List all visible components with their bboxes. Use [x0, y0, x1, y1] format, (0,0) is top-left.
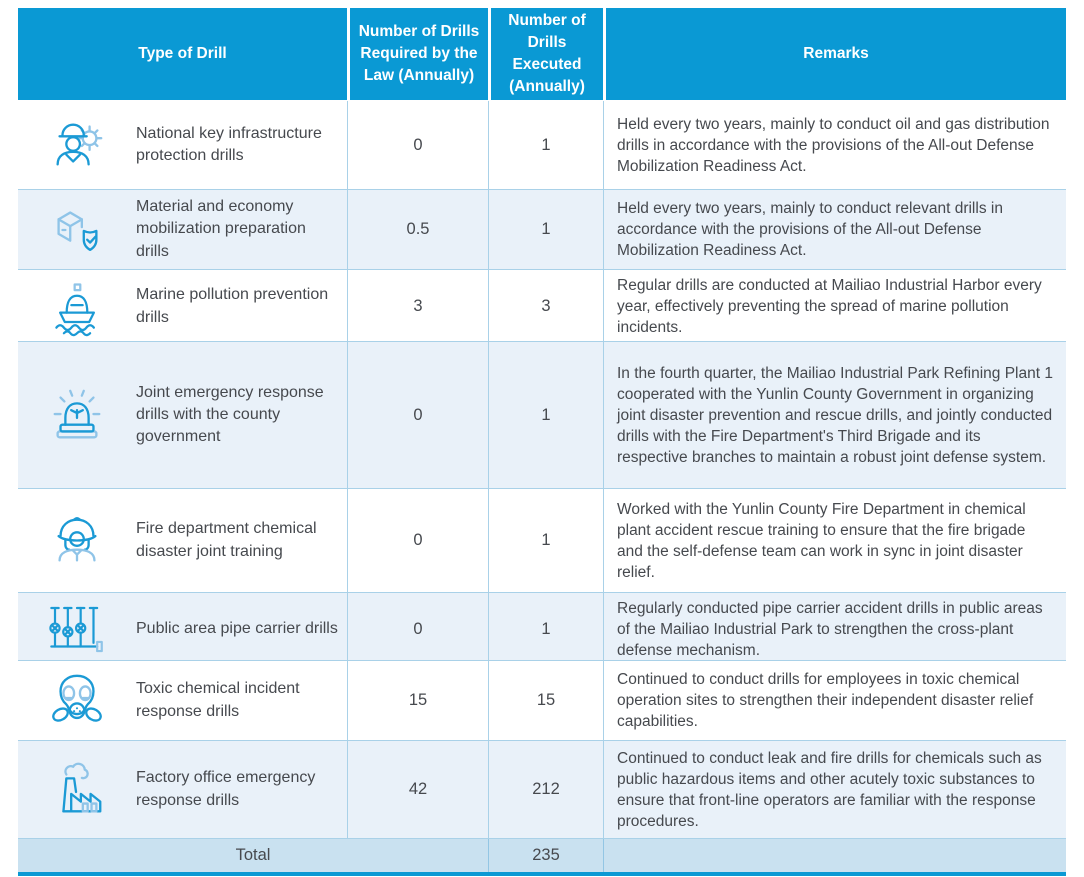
table-row — [18, 488, 1066, 592]
remarks-cell: In the fourth quarter, the Mailiao Industrial Park Refining Plant 1 cooperated with the Yunlin County Government in organizing joint disaster prevention and rescue drills, and jointly conducted drills with the Fire Department's Third Brigade and its respective branches to maintain a robust joint defense system. — [603, 342, 1066, 488]
box-shield-icon — [18, 199, 136, 261]
table-row — [18, 740, 1066, 838]
required-cell: 0 — [347, 342, 488, 488]
drill-type-label: Toxic chemical incident response drills — [136, 680, 300, 720]
gas-mask-icon — [18, 670, 136, 732]
total-executed-value: 235 — [488, 839, 603, 872]
total-row — [18, 838, 1066, 872]
firefighter-icon — [18, 510, 136, 572]
type-cell — [18, 101, 347, 189]
header-remarks: Remarks — [603, 8, 1066, 100]
type-cell — [18, 270, 347, 343]
bottom-accent-bar — [18, 872, 1066, 876]
type-cell — [18, 489, 347, 592]
drill-table — [18, 8, 1066, 876]
executed-cell: 212 — [488, 741, 603, 838]
required-cell: 15 — [347, 661, 488, 740]
header-drills-required: Number of Drills Required by the Law (Annually) — [347, 8, 488, 100]
executed-cell: 3 — [488, 270, 603, 343]
required-cell: 0 — [347, 489, 488, 592]
remarks-cell: Continued to conduct drills for employees in toxic chemical operation sites to strengthen their independent disaster relief capabilities. — [603, 661, 1066, 740]
table-row — [18, 101, 1066, 189]
remarks-cell: Continued to conduct leak and fire drills for chemicals such as public hazardous items and other acutely toxic substances to ensure that front-line operators are familiar with the response procedures. — [603, 741, 1066, 838]
type-cell — [18, 342, 347, 488]
remarks-cell: Worked with the Yunlin County Fire Department in chemical plant accident rescue training to ensure that the fire brigade and the self-defense team can work in sync in joint disaster relief. — [603, 489, 1066, 592]
drill-type-label: Public area pipe carrier drills — [136, 620, 338, 638]
type-cell — [18, 593, 347, 666]
executed-cell: 1 — [488, 101, 603, 189]
executed-cell: 15 — [488, 661, 603, 740]
required-cell: 3 — [347, 270, 488, 343]
drill-type-label: National key infrastructure protection drills — [136, 124, 322, 164]
remarks-cell: Held every two years, mainly to conduct relevant drills in accordance with the provisions of the All-out Defense Mobilization Readiness Act. — [603, 190, 1066, 269]
total-remarks-empty-cell — [603, 839, 1066, 872]
table-row — [18, 189, 1066, 269]
executed-cell: 1 — [488, 190, 603, 269]
table-row — [18, 660, 1066, 740]
remarks-cell: Held every two years, mainly to conduct oil and gas distribution drills in accordance with the provisions of the All-out Defense Mobilization Readiness Act. — [603, 101, 1066, 189]
executed-cell: 1 — [488, 593, 603, 666]
type-cell — [18, 661, 347, 740]
pipes-icon — [18, 601, 136, 659]
drill-type-label: Fire department chemical disaster joint training — [136, 520, 317, 560]
table-row — [18, 269, 1066, 341]
executed-cell: 1 — [488, 342, 603, 488]
required-cell: 42 — [347, 741, 488, 838]
ship-icon — [18, 277, 136, 337]
drill-type-label: Factory office emergency response drills — [136, 769, 316, 809]
worker-gear-icon — [18, 114, 136, 176]
required-cell: 0 — [347, 101, 488, 189]
header-drills-executed: Number of Drills Executed (Annually) — [488, 8, 603, 100]
drill-type-label: Material and economy mobilization preparation drills — [136, 198, 306, 260]
siren-icon — [18, 384, 136, 446]
remarks-cell: Regularly conducted pipe carrier accident drills in public areas of the Mailiao Industrial Park to strengthen the cross-plant defense mechanism. — [603, 593, 1066, 666]
table-row — [18, 592, 1066, 660]
total-label: Total — [235, 846, 271, 864]
required-cell: 0.5 — [347, 190, 488, 269]
remarks-cell: Regular drills are conducted at Mailiao Industrial Harbor every year, effectively preventing the spread of marine pollution incidents. — [603, 270, 1066, 343]
drill-type-label: Joint emergency response drills with the county government — [136, 383, 324, 446]
factory-icon — [18, 759, 136, 821]
type-cell — [18, 190, 347, 269]
type-cell — [18, 741, 347, 838]
header-type-of-drill: Type of Drill — [18, 8, 347, 100]
drill-type-label: Marine pollution prevention drills — [136, 286, 329, 326]
table-header-row — [18, 8, 1066, 99]
executed-cell: 1 — [488, 489, 603, 592]
table-row — [18, 341, 1066, 488]
required-cell: 0 — [347, 593, 488, 666]
